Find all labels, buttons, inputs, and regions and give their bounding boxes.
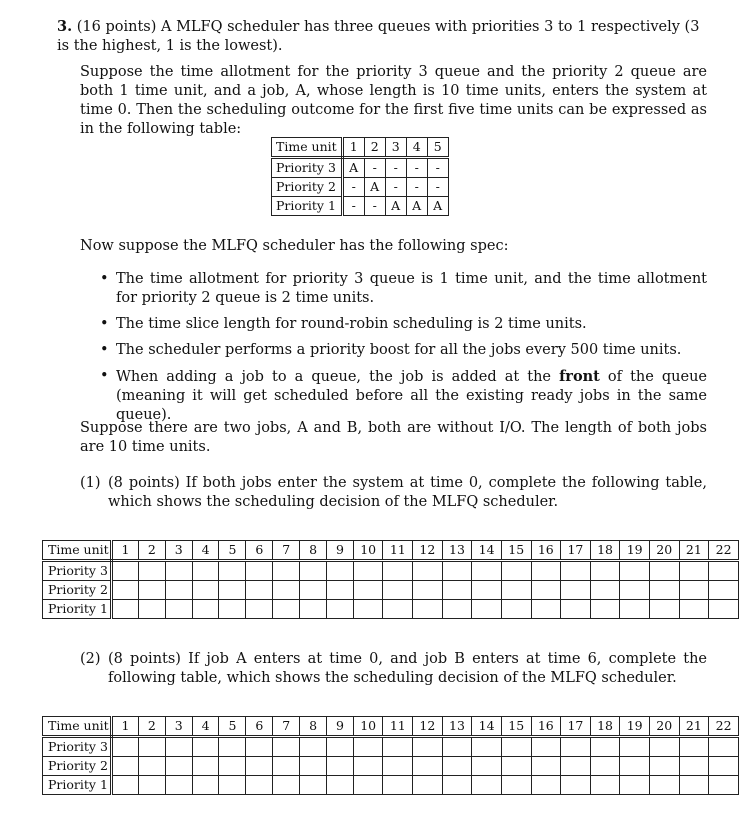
table-row [272,158,449,178]
answer-cell[interactable] [353,561,383,581]
table-row [272,197,449,216]
answer-cell[interactable] [111,737,138,757]
table-header-row [272,138,449,158]
answer-cell[interactable] [383,776,413,795]
answer-cell[interactable] [192,737,219,757]
time-unit-cell: 14 [472,717,502,737]
answer-cell[interactable] [442,776,472,795]
answer-cell[interactable] [679,600,709,619]
time-unit-cell: 13 [442,717,472,737]
paragraph-spec-intro: Now suppose the MLFQ scheduler has the following spec: [80,238,509,254]
answer-cell[interactable] [165,757,192,776]
answer-cell[interactable] [442,561,472,581]
time-unit-cell: 20 [649,717,679,737]
spec-bullet-time-slice: • The time slice length for round-robin scheduling is 2 time units. [100,316,587,332]
answer-cell[interactable] [413,776,443,795]
time-unit-cell: 4 [192,717,219,737]
answer-table-1 [42,540,739,619]
schedule-cell: - [364,197,385,216]
answer-cell[interactable] [561,561,591,581]
answer-cell[interactable] [246,737,273,757]
time-unit-cell: 6 [246,541,273,561]
bullet-glyph: • [100,368,109,384]
answer-cell[interactable] [709,776,739,795]
schedule-cell: A [406,197,427,216]
time-unit-cell: 3 [385,138,406,158]
answer-cell[interactable] [709,600,739,619]
answer-cell[interactable] [300,776,327,795]
answer-cell[interactable] [219,737,246,757]
answer-cell[interactable] [413,581,443,600]
answer-cell[interactable] [383,757,413,776]
schedule-cell: - [364,158,385,178]
time-unit-cell: 17 [561,717,591,737]
subquestion-1-label: (1) [80,475,101,491]
answer-cell[interactable] [383,561,413,581]
answer-cell[interactable] [413,600,443,619]
answer-cell[interactable] [192,757,219,776]
answer-cell[interactable] [709,737,739,757]
schedule-cell: - [427,178,448,197]
answer-cell[interactable] [246,561,273,581]
answer-cell[interactable] [273,737,300,757]
priority-label: Priority 2 [272,178,343,197]
table-row [43,776,739,795]
answer-cell[interactable] [413,737,443,757]
time-unit-cell: 7 [273,717,300,737]
answer-cell[interactable] [326,757,353,776]
answer-cell[interactable] [442,737,472,757]
answer-cell[interactable] [246,757,273,776]
table-row [43,561,739,581]
answer-cell[interactable] [326,776,353,795]
time-unit-cell: 1 [342,138,364,158]
answer-cell[interactable] [383,737,413,757]
answer-cell[interactable] [649,600,679,619]
priority-label: Priority 3 [43,737,112,757]
answer-cell[interactable] [326,600,353,619]
answer-cell[interactable] [246,600,273,619]
answer-cell[interactable] [590,561,620,581]
answer-cell[interactable] [246,776,273,795]
answer-cell[interactable] [353,737,383,757]
answer-cell[interactable] [273,776,300,795]
answer-cell[interactable] [561,581,591,600]
answer-cell[interactable] [138,581,165,600]
answer-cell[interactable] [620,757,650,776]
answer-cell[interactable] [531,737,561,757]
answer-cell[interactable] [531,581,561,600]
answer-cell[interactable] [620,561,650,581]
time-unit-header: Time unit [43,717,112,737]
answer-cell[interactable] [679,737,709,757]
time-unit-cell: 11 [383,541,413,561]
time-unit-cell: 8 [300,717,327,737]
time-unit-cell: 12 [413,541,443,561]
answer-cell[interactable] [679,561,709,581]
priority-label: Priority 2 [43,757,112,776]
answer-cell[interactable] [383,600,413,619]
answer-cell[interactable] [472,600,502,619]
answer-cell[interactable] [501,757,531,776]
answer-cell[interactable] [561,757,591,776]
time-unit-cell: 3 [165,717,192,737]
answer-table-2 [42,716,739,795]
spec-bullet-queue-front: • When adding a job to a queue, the job is added at the front of the queue (meaning it will get scheduled before all the existing ready jobs in the same queue). [100,368,707,423]
question-intro: (16 points) A MLFQ scheduler has three queues with priorities 3 to 1 respectively (3 is the highest, 1 is the lowest). [57,19,700,54]
answer-cell[interactable] [138,757,165,776]
answer-cell[interactable] [561,600,591,619]
time-unit-cell: 10 [353,541,383,561]
answer-cell[interactable] [531,776,561,795]
time-unit-cell: 22 [709,717,739,737]
spec-bullet-allotment: • The time allotment for priority 3 queue is 1 time unit, and the time allotment for priority 2 queue is 2 time units. [100,271,707,306]
answer-cell[interactable] [111,581,138,600]
subquestion-2-text: (8 points) If job A enters at time 0, and job B enters at time 6, complete the following table, which shows the scheduling decision of the MLFQ scheduler. [108,651,707,686]
answer-cell[interactable] [219,561,246,581]
answer-cell[interactable] [620,776,650,795]
answer-cell[interactable] [501,581,531,600]
answer-cell[interactable] [273,581,300,600]
answer-cell[interactable] [413,561,443,581]
time-unit-cell: 14 [472,541,502,561]
bullet-glyph: • [100,271,109,287]
answer-cell[interactable] [300,561,327,581]
answer-cell[interactable] [590,600,620,619]
answer-cell[interactable] [679,757,709,776]
time-unit-cell: 20 [649,541,679,561]
answer-cell[interactable] [709,757,739,776]
schedule-cell: A [364,178,385,197]
answer-cell[interactable] [709,561,739,581]
answer-cell[interactable] [561,776,591,795]
subquestion-1 [80,474,707,512]
answer-cell[interactable] [219,581,246,600]
answer-cell[interactable] [300,757,327,776]
answer-cell[interactable] [326,737,353,757]
answer-cell[interactable] [138,737,165,757]
answer-cell[interactable] [192,600,219,619]
time-unit-cell: 15 [501,717,531,737]
time-unit-cell: 7 [273,541,300,561]
answer-cell[interactable] [326,581,353,600]
answer-cell[interactable] [590,776,620,795]
priority-label: Priority 1 [272,197,343,216]
answer-cell[interactable] [111,600,138,619]
answer-cell[interactable] [649,581,679,600]
time-unit-cell: 18 [590,541,620,561]
time-unit-cell: 4 [192,541,219,561]
time-unit-cell: 12 [413,717,443,737]
time-unit-cell: 10 [353,717,383,737]
answer-cell[interactable] [138,600,165,619]
table-header-row [43,717,739,737]
time-unit-cell: 5 [427,138,448,158]
answer-cell[interactable] [353,581,383,600]
table-row [272,178,449,197]
schedule-cell: - [342,197,364,216]
answer-cell[interactable] [590,737,620,757]
bullet-glyph: • [100,342,109,358]
answer-cell[interactable] [273,757,300,776]
time-unit-cell: 2 [364,138,385,158]
time-unit-cell: 5 [219,717,246,737]
subquestion-2 [80,650,707,688]
time-unit-cell: 11 [383,717,413,737]
answer-cell[interactable] [219,600,246,619]
answer-cell[interactable] [111,561,138,581]
time-unit-cell: 5 [219,541,246,561]
schedule-cell: - [385,178,406,197]
schedule-cell: A [385,197,406,216]
answer-cell[interactable] [531,600,561,619]
subquestion-2-label: (2) [80,651,101,667]
schedule-cell: A [427,197,448,216]
table-row [43,600,739,619]
priority-label: Priority 1 [43,776,112,795]
answer-cell[interactable] [472,757,502,776]
answer-cell[interactable] [165,737,192,757]
answer-cell[interactable] [219,776,246,795]
time-unit-cell: 17 [561,541,591,561]
answer-cell[interactable] [273,561,300,581]
answer-cell[interactable] [165,776,192,795]
answer-cell[interactable] [590,581,620,600]
schedule-cell: - [406,178,427,197]
priority-label: Priority 1 [43,600,112,619]
paragraph-two-jobs: Suppose there are two jobs, A and B, both are without I/O. The length of both jobs are 10 time units. [80,420,707,455]
answer-cell[interactable] [165,600,192,619]
table-header-row [43,541,739,561]
answer-cell[interactable] [649,776,679,795]
answer-cell[interactable] [300,581,327,600]
answer-cell[interactable] [501,737,531,757]
answer-cell[interactable] [273,600,300,619]
schedule-cell: - [406,158,427,178]
time-unit-cell: 16 [531,541,561,561]
answer-cell[interactable] [192,776,219,795]
priority-label: Priority 2 [43,581,112,600]
time-unit-cell: 21 [679,717,709,737]
priority-label: Priority 3 [272,158,343,178]
answer-cell[interactable] [620,581,650,600]
answer-cell[interactable] [531,561,561,581]
answer-cell[interactable] [138,561,165,581]
emphasis-front: front [559,368,600,385]
example-schedule-table [271,137,449,216]
answer-cell[interactable] [219,757,246,776]
time-unit-cell: 21 [679,541,709,561]
time-unit-cell: 8 [300,541,327,561]
priority-label: Priority 3 [43,561,112,581]
answer-cell[interactable] [300,737,327,757]
answer-cell[interactable] [353,600,383,619]
time-unit-header: Time unit [43,541,112,561]
time-unit-cell: 19 [620,541,650,561]
answer-cell[interactable] [561,737,591,757]
answer-cell[interactable] [472,561,502,581]
time-unit-header: Time unit [272,138,343,158]
answer-cell[interactable] [442,600,472,619]
answer-cell[interactable] [649,757,679,776]
answer-cell[interactable] [192,581,219,600]
time-unit-cell: 3 [165,541,192,561]
paragraph-allotment: Suppose the time allotment for the priority 3 queue and the priority 2 queue are both 1 time unit, and a job, A, whose length is 10 time units, enters the system at time 0. Then the scheduling outcome for the first five time units can be expressed as in the following table: [80,64,707,137]
schedule-cell: - [427,158,448,178]
time-unit-cell: 1 [111,541,138,561]
time-unit-cell: 16 [531,717,561,737]
table-row [43,581,739,600]
time-unit-cell: 6 [246,717,273,737]
time-unit-cell: 1 [111,717,138,737]
answer-cell[interactable] [472,581,502,600]
answer-cell[interactable] [501,776,531,795]
bullet-glyph: • [100,316,109,332]
answer-cell[interactable] [590,757,620,776]
time-unit-cell: 15 [501,541,531,561]
schedule-cell: - [342,178,364,197]
answer-cell[interactable] [649,561,679,581]
table-row [43,737,739,757]
answer-cell[interactable] [353,757,383,776]
spec-bullet-list [100,270,707,432]
schedule-cell: A [342,158,364,178]
answer-cell[interactable] [165,581,192,600]
answer-cell[interactable] [472,737,502,757]
answer-cell[interactable] [383,581,413,600]
time-unit-cell: 19 [620,717,650,737]
answer-cell[interactable] [649,737,679,757]
answer-cell[interactable] [300,600,327,619]
answer-cell[interactable] [246,581,273,600]
table-row [43,757,739,776]
answer-cell[interactable] [501,561,531,581]
schedule-cell: - [385,158,406,178]
answer-cell[interactable] [111,757,138,776]
answer-cell[interactable] [501,600,531,619]
time-unit-cell: 22 [709,541,739,561]
time-unit-cell: 9 [326,717,353,737]
question-number: 3. [57,18,73,35]
time-unit-cell: 13 [442,541,472,561]
subquestion-1-text: (8 points) If both jobs enter the system at time 0, complete the following table, which shows the scheduling decision of the MLFQ scheduler. [108,475,707,510]
answer-cell[interactable] [709,581,739,600]
answer-cell[interactable] [413,757,443,776]
answer-cell[interactable] [679,776,709,795]
answer-cell[interactable] [472,776,502,795]
spec-bullet-priority-boost: • The scheduler performs a priority boost for all the jobs every 500 time units. [100,342,682,358]
time-unit-cell: 2 [138,717,165,737]
answer-cell[interactable] [620,600,650,619]
question-header [57,17,707,56]
answer-cell[interactable] [442,757,472,776]
answer-cell[interactable] [531,757,561,776]
time-unit-cell: 9 [326,541,353,561]
time-unit-cell: 2 [138,541,165,561]
answer-cell[interactable] [620,737,650,757]
answer-cell[interactable] [111,776,138,795]
answer-cell[interactable] [679,581,709,600]
answer-cell[interactable] [138,776,165,795]
answer-cell[interactable] [353,776,383,795]
time-unit-cell: 4 [406,138,427,158]
answer-cell[interactable] [326,561,353,581]
time-unit-cell: 18 [590,717,620,737]
answer-cell[interactable] [165,561,192,581]
answer-cell[interactable] [442,581,472,600]
answer-cell[interactable] [192,561,219,581]
